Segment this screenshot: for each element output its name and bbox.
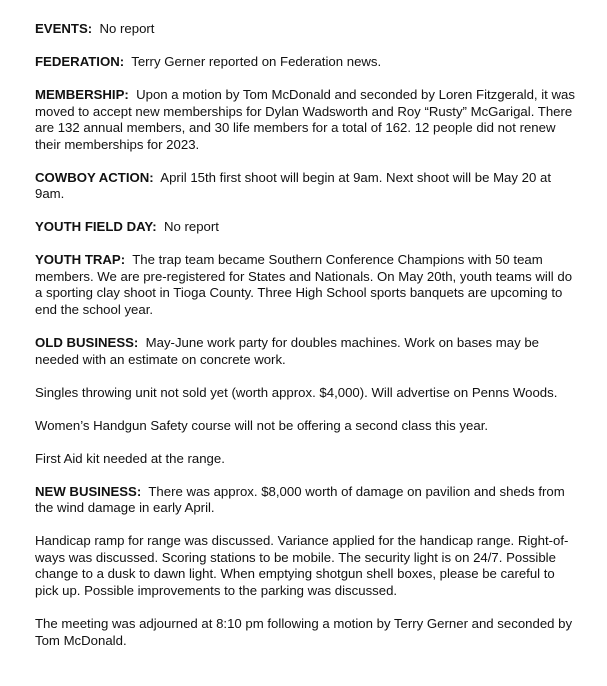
handicap-ramp-paragraph [35, 533, 580, 599]
youth-trap-paragraph [35, 252, 580, 318]
section-label: NEW BUSINESS: [35, 483, 142, 499]
section-text: Singles throwing unit not sold yet (worth approx. $4,000). Will advertise on Penns Woods. [35, 384, 558, 400]
handgun-course-paragraph [35, 418, 580, 435]
section-label: EVENTS: [35, 21, 93, 36]
section-label: MEMBERSHIP: [35, 86, 129, 102]
section-label: YOUTH TRAP: [35, 252, 126, 268]
section-text: April 15th first shoot will begin at 9am. Next shoot will be May 20 at 9am. [35, 169, 551, 202]
first-aid-paragraph [35, 451, 580, 468]
section-text: Women’s Handgun Safety course will not be offering a second class this year. [35, 417, 489, 433]
singles-unit-paragraph [35, 385, 580, 402]
minutes-document [35, 21, 580, 666]
federation-paragraph [35, 54, 580, 71]
section-text: Terry Gerner reported on Federation news. [131, 53, 382, 69]
section-text: The meeting was adjourned at 8:10 pm following a motion by Terry Gerner and seconded by Tom McDonald. [35, 615, 573, 648]
section-text: The trap team became Southern Conference Champions with 50 team members. We are pre-registered for States and Nationals. On May 20th, youth teams will do a sporting clay shoot in Tioga County. Three High School sports banquets are upcoming to end the school year. [35, 252, 573, 318]
section-text: There was approx. $8,000 worth of damage on pavilion and sheds from the wind damage in early April. [35, 483, 565, 516]
section-label: FEDERATION: [35, 53, 125, 69]
events-paragraph [35, 21, 580, 38]
adjournment-paragraph [35, 616, 580, 649]
new-business-paragraph [35, 484, 580, 517]
section-text: May-June work party for doubles machines. Work on bases may be needed with an estimate on concrete work. [35, 335, 539, 367]
section-text: First Aid kit needed at the range. [35, 450, 225, 466]
section-label: OLD BUSINESS: [35, 335, 139, 351]
section-label: COWBOY ACTION: [35, 169, 154, 185]
section-text: No report [163, 219, 219, 235]
youth-field-day-paragraph [35, 219, 580, 236]
section-text: Handicap ramp for range was discussed. Variance applied for the handicap range. Right-of-ways was discussed. Scoring stations to be mobile. The security light is on 24/7. Possible change to a dusk to dawn light. When emptying shotgun shell boxes, please be careful to pick up. Possible improvements to the parking was discussed. [35, 533, 569, 598]
section-text: No report [99, 21, 155, 36]
section-text: Upon a motion by Tom McDonald and seconded by Loren Fitzgerald, it was moved to accept new memberships for Dylan Wadsworth and Roy “Rusty” McGarigal. There are 132 annual members, and 30 life members for a total of 162. 12 people did not renew their memberships for 2023. [35, 86, 575, 152]
membership-paragraph [35, 87, 580, 153]
cowboy-action-paragraph [35, 170, 580, 203]
old-business-paragraph [35, 335, 580, 368]
section-label: YOUTH FIELD DAY: [35, 219, 157, 235]
